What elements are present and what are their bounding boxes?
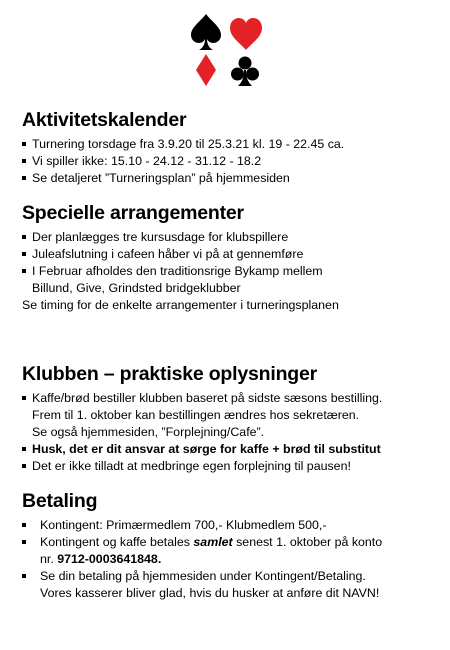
activity-list [22, 136, 440, 187]
heart-icon [230, 18, 262, 50]
main-content [22, 108, 440, 602]
list-item: Se detaljeret ”Turneringsplan” på hjemmesiden [22, 170, 440, 187]
list-item [22, 568, 440, 602]
list-item-line: Frem til 1. oktober kan bestillingen ændres hos sekretæren. [32, 408, 360, 422]
payment-list [22, 517, 440, 602]
list-item: Det er ikke tilladt at medbringe egen forplejning til pausen! [22, 458, 440, 475]
special-events-section [22, 201, 440, 314]
list-item-line: Vores kasserer bliver glad, hvis du husker at anføre dit NAVN! [40, 586, 380, 600]
account-prefix: nr. [40, 552, 58, 566]
list-item: Juleafslutning i cafeen håber vi på at gennemføre [22, 246, 440, 263]
payment-text: Kontingent og kaffe betales [40, 535, 194, 549]
club-info-heading: Klubben – praktiske oplysninger [22, 363, 318, 385]
list-item-line: Se din betaling på hjemmesiden under Kontingent/Betaling. [40, 569, 366, 583]
list-item: Vi spiller ikke: 15.10 - 24.12 - 31.12 - 18.2 [22, 153, 440, 170]
club-info-list [22, 390, 440, 475]
list-item [22, 441, 440, 458]
payment-text: senest 1. oktober på konto [232, 535, 383, 549]
payment-emphasis: samlet [193, 535, 233, 549]
activity-calendar-heading: Aktivitetskalender [22, 109, 187, 131]
card-suits-logo [188, 10, 268, 90]
list-item [22, 534, 440, 568]
activity-calendar-section [22, 108, 440, 187]
club-icon [231, 57, 259, 87]
special-events-heading: Specielle arrangementer [22, 202, 244, 224]
list-item-line: Se også hjemmesiden, ”Forplejning/Cafe”. [32, 425, 265, 439]
club-info-section [22, 362, 440, 475]
list-item: Turnering torsdage fra 3.9.20 til 25.3.21 kl. 19 - 22.45 ca. [22, 136, 440, 153]
list-item: Der planlægges tre kursusdage for klubspillere [22, 229, 440, 246]
spade-icon [191, 14, 221, 50]
list-item-line: I Februar afholdes den traditionsrige Bykamp mellem [32, 264, 323, 278]
substitute-reminder: Husk, det er dit ansvar at sørge for kaffe + brød til substitut [32, 442, 381, 456]
payment-heading: Betaling [22, 490, 98, 512]
list-item-line: Kaffe/brød bestiller klubben baseret på sidste sæsons bestilling. [32, 391, 383, 405]
list-item: Kontingent: Primærmedlem 700,- Klubmedlem 500,- [22, 517, 440, 534]
diamond-icon [196, 54, 216, 86]
special-events-note: Se timing for de enkelte arrangementer i turneringsplanen [22, 298, 339, 312]
special-events-list [22, 229, 440, 297]
list-item [22, 263, 440, 297]
list-item-line: Billund, Give, Grindsted bridgeklubber [32, 281, 241, 295]
list-item [22, 390, 440, 441]
account-number: 9712-0003641848. [57, 552, 162, 566]
payment-section [22, 489, 440, 602]
